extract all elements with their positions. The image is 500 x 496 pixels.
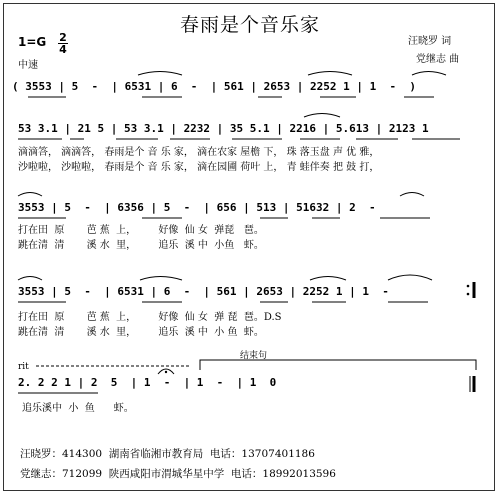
fermata-dot (165, 371, 167, 373)
slur (18, 193, 42, 197)
coda-bracket (200, 360, 476, 370)
lyricist-credit: 汪晓罗 词 (408, 36, 452, 47)
key-signature: 1=G (18, 35, 47, 49)
lyrics-row-2-verse-1: 滴滴答， 滴滴答， 春雨是个 音 乐 家， 滴在农家 屋檐 下， 珠 落玉盘 声 优 雅， (18, 147, 380, 158)
slur (18, 277, 42, 281)
slur (308, 72, 352, 76)
contact-composer: 党继志：712099 陕西咸阳市渭城华星中学 电话：18992013596 (20, 468, 336, 480)
repeat-dot (467, 293, 470, 296)
slur (400, 193, 424, 197)
time-signature: 2 4 (59, 31, 67, 56)
slur (412, 72, 446, 76)
slur (138, 72, 182, 76)
tempo-marking: 中速 (18, 60, 38, 71)
notation-row-2: 53 3.1 | 21 5 | 53 3.1 | 2232 | 35 5.1 | 2216 | 5.613 | 2123 1 (18, 122, 429, 135)
lyrics-row-4-verse-2: 跳在清 清 溪 水 里， 追乐 溪 中 小 鱼 虾。 (18, 327, 264, 338)
notation-row-5: 2. 2 2 1 | 2 5 | 1 - | 1 - | 1 0 (18, 376, 277, 389)
slur (310, 277, 346, 281)
rit-marking: rit (18, 362, 29, 372)
lyrics-row-5: 追乐溪中 小 鱼 虾。 (22, 403, 134, 414)
slur (304, 114, 340, 118)
contact-lyricist: 汪晓罗：414300 湖南省临湘市教育局 电话：13707401186 (20, 448, 315, 460)
lyrics-row-4-verse-1: 打在田 原 芭 蕉 上， 好像 仙 女 弹 琵 琶。D.S (18, 312, 282, 323)
lyrics-row-3-verse-1: 打在田 原 芭 蕉 上， 好像 仙 女 弹琵 琶。 (18, 225, 264, 236)
repeat-dot (467, 285, 470, 288)
notation-row-4: 3553 | 5 - | 6531 | 6 - | 561 | 2653 | 2252 1 | 1 - (18, 285, 389, 298)
lyrics-row-3-verse-2: 跳在清 清 溪 水 里， 追乐 溪 中 小鱼 虾。 (18, 240, 264, 251)
slur (140, 277, 182, 281)
song-title: 春雨是个音乐家 (179, 14, 320, 36)
lyrics-row-2-verse-2: 沙啦啦， 沙啦啦， 春雨是个 音 乐 家， 滴在园圃 荷叶 上， 青 蛙伴奏 把 鼓 打， (18, 162, 380, 173)
notation-row-1: ( 3553 | 5 - | 6531 | 6 - | 561 | 2653 | 2252 1 | 1 - ) (12, 80, 416, 93)
coda-label: 结束句 (240, 351, 268, 361)
composer-credit: 党继志 曲 (416, 54, 460, 65)
notation-row-3: 3553 | 5 - | 6356 | 5 - | 656 | 513 | 51632 | 2 - (18, 201, 376, 214)
slur (388, 275, 432, 280)
